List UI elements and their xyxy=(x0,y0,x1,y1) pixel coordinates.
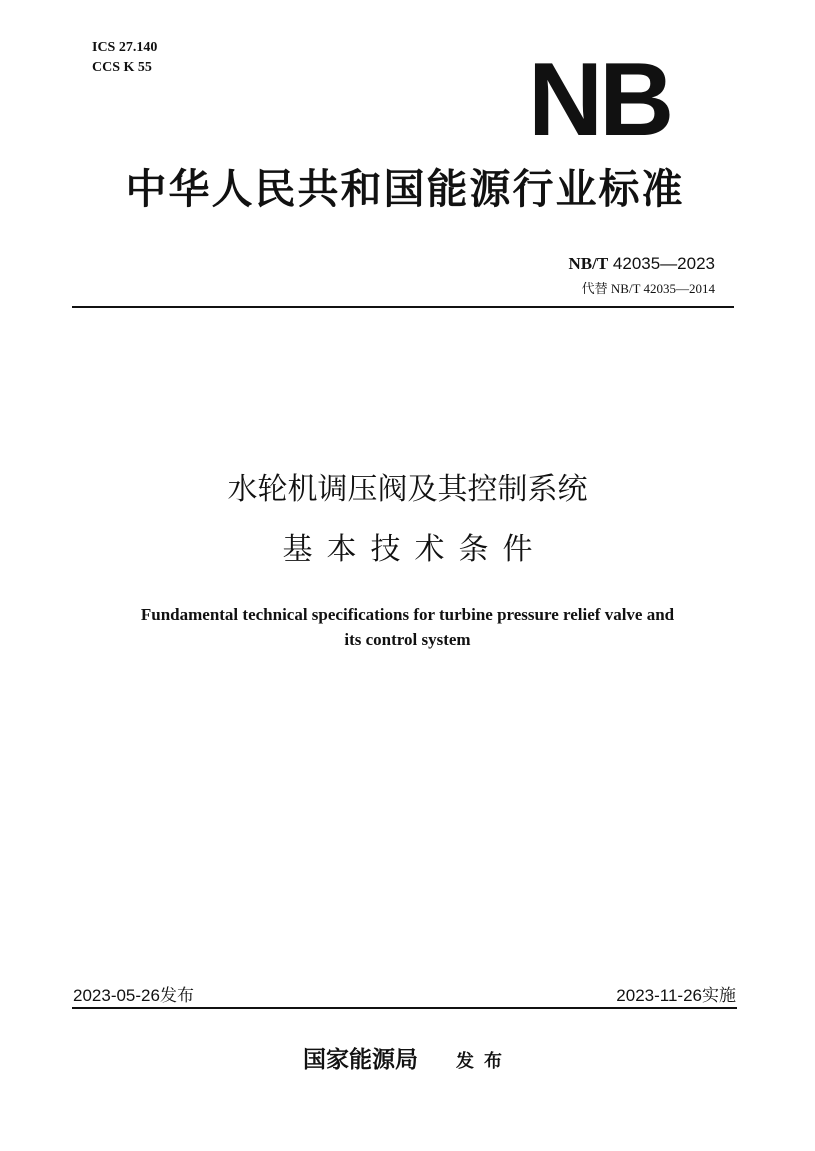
nb-logo: NB xyxy=(528,42,671,158)
organization-title: 中华人民共和国能源行业标准 xyxy=(125,165,685,213)
replaced-standard: 代替 NB/T 42035—2014 xyxy=(581,281,715,296)
header-divider xyxy=(72,306,734,308)
title-cn-line2: 基本技术条件 xyxy=(282,532,547,567)
standard-number-value: 42035—2023 xyxy=(612,254,715,273)
ics-code: ICS 27.140 xyxy=(92,40,158,55)
title-en-line2: its control system xyxy=(344,630,471,649)
publisher xyxy=(0,1044,815,1078)
ccs-code: CCS K 55 xyxy=(92,60,152,75)
publisher-name: 国家能源局 xyxy=(303,1046,418,1073)
issue-date: 2023-05-26发布 xyxy=(73,986,194,1005)
footer-divider xyxy=(72,1007,737,1009)
title-en-line1: Fundamental technical specifications for turbine pressure relief valve and xyxy=(140,605,675,624)
standard-number xyxy=(568,253,715,275)
title-cn-line1: 水轮机调压阀及其控制系统 xyxy=(227,472,588,507)
classification-codes xyxy=(92,38,157,78)
implementation-date: 2023-11-26实施 xyxy=(616,986,736,1005)
publisher-action: 发布 xyxy=(456,1051,512,1072)
title-en xyxy=(60,602,755,652)
standard-number-prefix: NB/T xyxy=(568,254,609,273)
